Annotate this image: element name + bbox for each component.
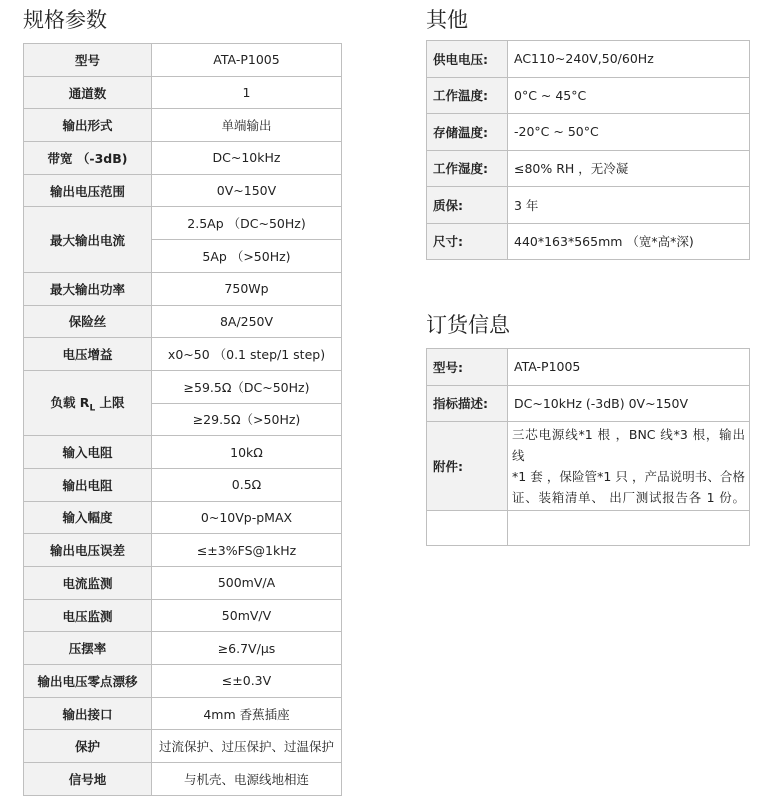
spec-value: 5Ap （>50Hz): [152, 240, 342, 273]
order-row: [427, 349, 750, 386]
spec-key: 输出接口: [24, 697, 152, 730]
spec-key: 最大输出电流: [24, 207, 152, 272]
spec-key-suffix: 上限: [95, 394, 125, 410]
order-row-empty: [427, 511, 750, 546]
spec-key: 输入电阻: [24, 436, 152, 469]
other-table: [426, 40, 750, 260]
spec-key: 输出形式: [24, 109, 152, 142]
spec-value: 0.5Ω: [152, 468, 342, 501]
spec-key: 输出电压零点漂移: [24, 665, 152, 698]
spec-value: 10kΩ: [152, 436, 342, 469]
spec-value: ≤±3%FS@1kHz: [152, 534, 342, 567]
spec-value: 750Wp: [152, 272, 342, 305]
spec-key: 压摆率: [24, 632, 152, 665]
spec-value: 8A/250V: [152, 305, 342, 338]
order-key: 指标描述:: [427, 385, 508, 422]
spec-row: [24, 599, 342, 632]
spec-row: [24, 501, 342, 534]
spec-value: ≥6.7V/μs: [152, 632, 342, 665]
other-key: 供电电压:: [427, 41, 508, 78]
spec-value: 0V~150V: [152, 174, 342, 207]
spec-value: ATA-P1005: [152, 44, 342, 77]
spec-row: [24, 632, 342, 665]
other-value: ≤80% RH ，无冷凝: [508, 150, 750, 187]
order-value-line: 三芯电源线*1 根 ，BNC 线*3 根，输出线: [512, 427, 745, 463]
other-value: 440*163*565mm （宽*高*深): [508, 223, 750, 260]
spec-row: [24, 697, 342, 730]
order-key: 型号:: [427, 349, 508, 386]
spec-row: [24, 730, 342, 763]
spec-key: 保护: [24, 730, 152, 763]
spec-value: ≤±0.3V: [152, 665, 342, 698]
spec-value: 0~10Vp-pMAX: [152, 501, 342, 534]
other-row: [427, 114, 750, 151]
spec-row: [24, 207, 342, 240]
spec-value: 单端输出: [152, 109, 342, 142]
order-value-line: 证、装箱清单、 出厂测试报告各 1 份。: [512, 490, 745, 505]
order-value: DC~10kHz (-3dB) 0V~150V: [508, 385, 750, 422]
order-value: ATA-P1005: [508, 349, 750, 386]
other-key: 尺寸:: [427, 223, 508, 260]
spec-value: 1: [152, 76, 342, 109]
other-key: 工作湿度:: [427, 150, 508, 187]
spec-key: 通道数: [24, 76, 152, 109]
other-key: 质保:: [427, 187, 508, 224]
spec-row: [24, 44, 342, 77]
other-key: 存储温度:: [427, 114, 508, 151]
spec-key-prefix: 负载 R: [50, 394, 90, 410]
spec-row: [24, 567, 342, 600]
spec-key: 电流监测: [24, 567, 152, 600]
spec-row: [24, 763, 342, 796]
order-key: 附件:: [427, 422, 508, 511]
spec-key: 电压增益: [24, 338, 152, 371]
other-value: AC110~240V,50/60Hz: [508, 41, 750, 78]
spec-row: [24, 142, 342, 175]
spec-value: 2.5Ap （DC~50Hz): [152, 207, 342, 240]
other-value: 3 年: [508, 187, 750, 224]
spec-row: [24, 665, 342, 698]
spec-value: ≥29.5Ω（>50Hz): [152, 403, 342, 436]
spec-row: [24, 109, 342, 142]
spec-value: 与机壳、电源线地相连: [152, 763, 342, 796]
spec-value: 过流保护、过压保护、过温保护: [152, 730, 342, 763]
other-row: [427, 41, 750, 78]
order-value: [508, 422, 750, 511]
spec-key: 带宽 （-3dB): [24, 142, 152, 175]
spec-value: 50mV/V: [152, 599, 342, 632]
spec-value: 4mm 香蕉插座: [152, 697, 342, 730]
spec-row: [24, 272, 342, 305]
order-row: [427, 422, 750, 511]
spec-row: [24, 338, 342, 371]
other-row: [427, 77, 750, 114]
other-row: [427, 187, 750, 224]
spec-value: DC~10kHz: [152, 142, 342, 175]
spec-key-sub: L: [89, 403, 96, 414]
spec-key: 保险丝: [24, 305, 152, 338]
other-key: 工作温度:: [427, 77, 508, 114]
other-row: [427, 223, 750, 260]
spec-row: [24, 534, 342, 567]
spec-row: [24, 305, 342, 338]
spec-key: 最大输出功率: [24, 272, 152, 305]
spec-table: [23, 43, 342, 796]
spec-key: 输入幅度: [24, 501, 152, 534]
spec-key: 信号地: [24, 763, 152, 796]
spec-row: [24, 468, 342, 501]
spec-key: 输出电压误差: [24, 534, 152, 567]
other-row: [427, 150, 750, 187]
spec-key: 输出电压范围: [24, 174, 152, 207]
order-value-line: *1 套 ，保险管*1 只 ，产品说明书、合格: [512, 469, 745, 484]
spec-value: 500mV/A: [152, 567, 342, 600]
spec-row: [24, 436, 342, 469]
other-value: 0°C ~ 45°C: [508, 77, 750, 114]
order-table: [426, 348, 750, 546]
spec-key: 型号: [24, 44, 152, 77]
spec-value: ≥59.5Ω（DC~50Hz): [152, 370, 342, 403]
spec-row: [24, 370, 342, 403]
other-value: -20°C ~ 50°C: [508, 114, 750, 151]
order-row: [427, 385, 750, 422]
order-title: 订货信息: [426, 313, 510, 337]
other-title: 其他: [426, 8, 468, 32]
spec-key: 电压监测: [24, 599, 152, 632]
order-value-empty: [508, 511, 750, 546]
spec-title: 规格参数: [23, 8, 107, 32]
spec-row: [24, 174, 342, 207]
spec-key: [24, 370, 152, 435]
order-key-empty: [427, 511, 508, 546]
spec-row: [24, 76, 342, 109]
spec-key: 输出电阻: [24, 468, 152, 501]
spec-value: x0~50 （0.1 step/1 step): [152, 338, 342, 371]
